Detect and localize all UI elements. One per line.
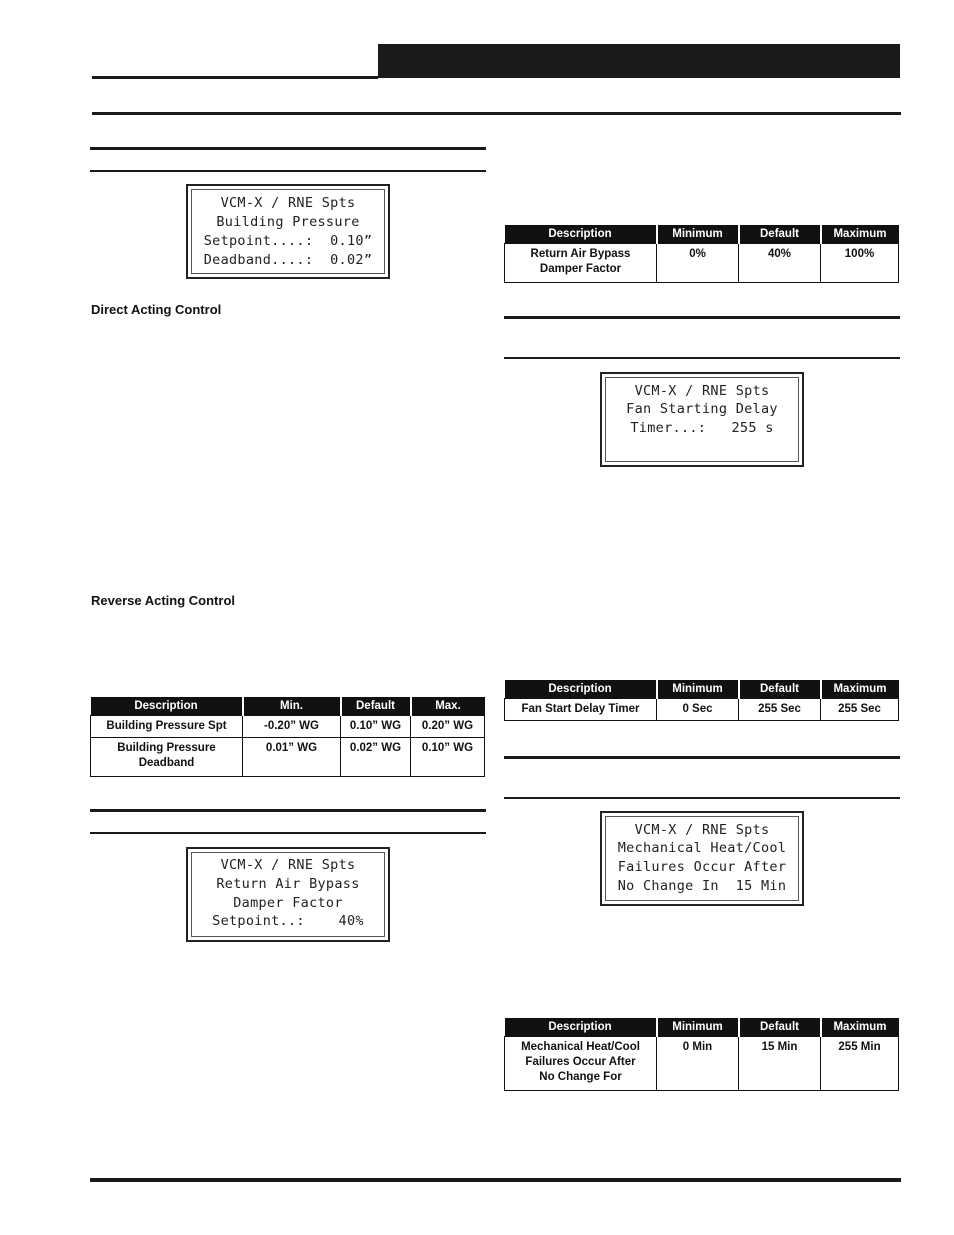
table-header: Default — [739, 680, 821, 699]
table-cell: 0.10” WG — [341, 716, 411, 738]
lcd-line: Building Pressure — [216, 214, 360, 230]
table-cell: Fan Start Delay Timer — [505, 699, 657, 721]
table-cell: 255 Min — [821, 1037, 899, 1091]
table-header: Maximum — [821, 225, 899, 244]
lcd-line: Deadband....: 0.02” — [203, 252, 373, 268]
table-row — [505, 1037, 899, 1091]
table-header: Maximum — [821, 680, 899, 699]
header-line — [92, 76, 378, 79]
table-row — [91, 738, 485, 777]
table-cell: 0 Sec — [657, 699, 739, 721]
table-cell: 255 Sec — [739, 699, 821, 721]
section-rule-right-2b — [504, 797, 900, 799]
table-cell: Building Pressure Spt — [91, 716, 243, 738]
lcd-fan-starting-delay — [600, 372, 804, 467]
heading-reverse-acting: Reverse Acting Control — [91, 593, 235, 608]
table-header: Default — [739, 1018, 821, 1037]
lcd-line: Setpoint..: 40% — [212, 913, 364, 929]
section-rule-right-1a — [504, 316, 900, 319]
header-bar — [378, 44, 900, 78]
table-cell: 0.20” WG — [411, 716, 485, 738]
lcd-building-pressure — [186, 184, 390, 279]
table-header: Description — [505, 680, 657, 699]
table-cell: Mechanical Heat/Cool Failures Occur After No Change For — [505, 1037, 657, 1091]
lcd-line: Failures Occur After — [617, 859, 787, 875]
table-cell: 15 Min — [739, 1037, 821, 1091]
table-cell: 255 Sec — [821, 699, 899, 721]
section-rule-right-2a — [504, 756, 900, 759]
table-row — [91, 716, 485, 738]
table-header: Minimum — [657, 680, 739, 699]
lcd-line: Setpoint....: 0.10” — [203, 233, 373, 249]
table-cell: 0.01” WG — [243, 738, 341, 777]
table-header: Description — [505, 225, 657, 244]
table-cell: -0.20” WG — [243, 716, 341, 738]
table-cell: 0.02” WG — [341, 738, 411, 777]
table-header: Description — [505, 1018, 657, 1037]
table-header: Max. — [411, 697, 485, 716]
lcd-line: VCM-X / RNE Spts — [634, 383, 770, 399]
table-cell: 0 Min — [657, 1037, 739, 1091]
table-header: Minimum — [657, 1018, 739, 1037]
lcd-line: Damper Factor — [233, 895, 343, 911]
table-header: Default — [739, 225, 821, 244]
table-row — [505, 244, 899, 283]
table-return-air-bypass — [504, 225, 899, 283]
heading-direct-acting: Direct Acting Control — [91, 302, 222, 317]
lcd-line: Fan Starting Delay — [626, 401, 778, 417]
table-header: Min. — [243, 697, 341, 716]
section-rule-left-1b — [90, 170, 486, 172]
lcd-line: Return Air Bypass — [216, 876, 360, 892]
table-header: Minimum — [657, 225, 739, 244]
table-cell: 100% — [821, 244, 899, 283]
table-header: Maximum — [821, 1018, 899, 1037]
lcd-return-air-bypass — [186, 847, 390, 942]
section-rule-left-1a — [90, 147, 486, 150]
section-rule-left-2a — [90, 809, 486, 812]
table-row — [505, 699, 899, 721]
lcd-line: No Change In 15 Min — [617, 878, 787, 894]
table-cell: Return Air Bypass Damper Factor — [505, 244, 657, 283]
lcd-line: VCM-X / RNE Spts — [634, 822, 770, 838]
section-rule-right-1b — [504, 357, 900, 359]
lcd-mechanical-failures — [600, 811, 804, 906]
table-building-pressure — [90, 697, 485, 777]
table-cell: 0.10” WG — [411, 738, 485, 777]
header-rule — [92, 112, 901, 115]
table-header: Default — [341, 697, 411, 716]
footer-rule — [90, 1178, 901, 1182]
lcd-line: Timer...: 255 s — [630, 420, 774, 436]
section-rule-left-2b — [90, 832, 486, 834]
table-header: Description — [91, 697, 243, 716]
lcd-line: VCM-X / RNE Spts — [220, 857, 356, 873]
table-fan-start-delay — [504, 680, 899, 721]
table-cell: 0% — [657, 244, 739, 283]
table-mechanical-failures — [504, 1018, 899, 1091]
table-cell: Building Pressure Deadband — [91, 738, 243, 777]
lcd-line: VCM-X / RNE Spts — [220, 195, 356, 211]
lcd-line: Mechanical Heat/Cool — [617, 840, 787, 856]
table-cell: 40% — [739, 244, 821, 283]
